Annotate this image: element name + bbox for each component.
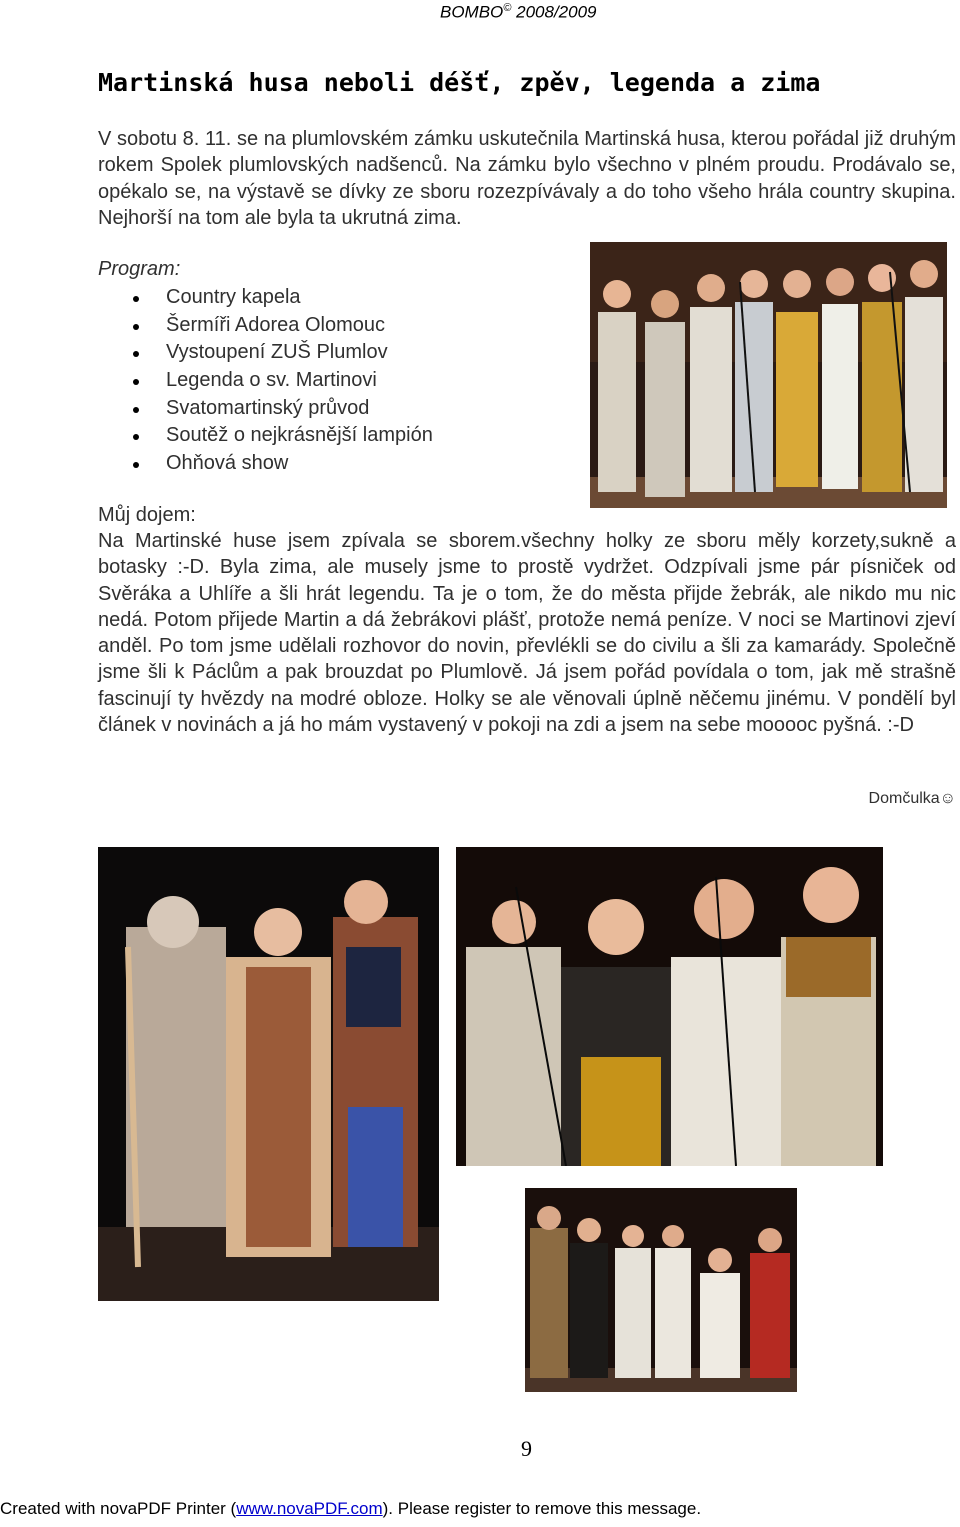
list-item: Vystoupení ZUŠ Plumlov bbox=[130, 339, 433, 367]
page-number: 9 bbox=[521, 1436, 532, 1461]
program-list bbox=[130, 284, 433, 478]
list-item: Šermíři Adorea Olomouc bbox=[130, 312, 433, 340]
costumes-photo bbox=[98, 847, 439, 1301]
header-text: BOMBO bbox=[440, 2, 504, 22]
program-heading: Program: bbox=[98, 258, 181, 280]
header-copyright-mark: © bbox=[503, 2, 512, 14]
choir-photo-top bbox=[590, 242, 947, 508]
impression-paragraph: Na Martinské huse jsem zpívala se sborem.všechny holky ze sboru měly korzety,sukně a botasky :-D. Byla zima, ale musely jsme to prostě vydržet. Odzpívali jsme pár písniček od Svěráka a Uhlíře a šli hrát legendu. Ta je o tom, že do města přijde žebrák, ale nikdo mu nic nedá. Potom přijede Martin a dá žebrákovi plášť, protože nemá peníze. V noci se Martinovi zjeví anděl. Po tom jsme udělali rozhovor do novin, převlékli se do civilu a šli za kamarády. Společně jsme šli k Páclům a pak brouzdat po Plumlově. Já jsem pořád povídala o tom, jak mě strašně fascinují ty hvězdy na modré obloze. Holky se ale věnovali úplně něčemu jinému. V pondělí byl článek v novinách a já ho mám vystavený v pokoji na zdi a jsem na sebe mooooc pyšná. :-D bbox=[98, 530, 956, 737]
impression-heading: Můj dojem: bbox=[98, 504, 196, 526]
author-signature: Domčulka☺ bbox=[868, 790, 956, 807]
header-year: 2008/2009 bbox=[516, 2, 597, 22]
list-item: Country kapela bbox=[130, 284, 433, 312]
intro-paragraph: V sobotu 8. 11. se na plumlovském zámku uskutečnila Martinská husa, kterou pořádal již druhým rokem Spolek plumlovských nadšenců. Na zámku bylo všechno v plném proudu. Prodávalo se, opékalo se, na výstavě se dívky ze sboru rozezpívávaly a do toho všeho hrála country skupina. Nejhorší na tom ale byla ta ukrutná zima. bbox=[98, 128, 956, 229]
footer-suffix: ). Please register to remove this message. bbox=[382, 1499, 702, 1518]
footer-prefix: Created with novaPDF Printer ( bbox=[0, 1499, 237, 1518]
list-item: Legenda o sv. Martinovi bbox=[130, 367, 433, 395]
pdf-footer bbox=[0, 1499, 701, 1519]
choir-photo-bottom bbox=[525, 1188, 797, 1392]
page-header bbox=[440, 2, 597, 23]
choir-photo-closeup bbox=[456, 847, 883, 1166]
novapdf-link[interactable]: www.novaPDF.com bbox=[236, 1499, 383, 1518]
list-item: Svatomartinský průvod bbox=[130, 395, 433, 423]
list-item: Ohňová show bbox=[130, 450, 433, 478]
list-item: Soutěž o nejkrásnější lampión bbox=[130, 422, 433, 450]
article-title: Martinská husa neboli déšť, zpěv, legenda a zima bbox=[98, 68, 821, 97]
